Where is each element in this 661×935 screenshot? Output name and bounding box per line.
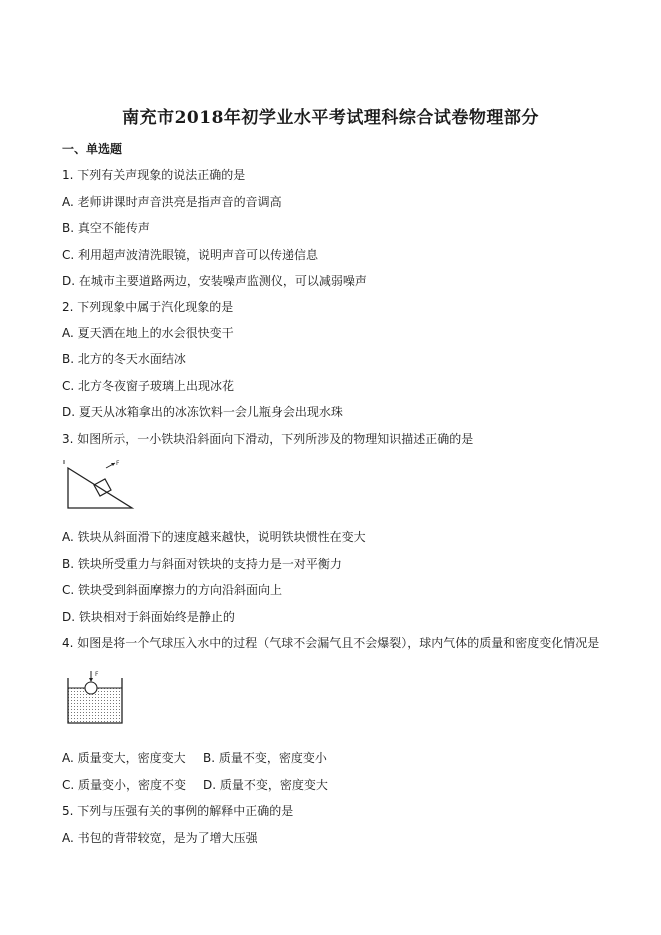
q3-option-a: A. 铁块从斜面滑下的速度越来越快，说明铁块惯性在变大	[62, 530, 366, 544]
page-title: 南充市2018年初学业水平考试理科综合试卷物理部分	[122, 108, 539, 128]
incline-figure	[60, 458, 140, 512]
q2-option-a: A. 夏天洒在地上的水会很快变干	[62, 326, 234, 340]
q4-option-b: B. 质量不变，密度变小	[203, 751, 327, 765]
q1-option-b: B. 真空不能传声	[62, 221, 150, 235]
q4-option-d: D. 质量不变，密度变大	[203, 778, 328, 792]
incline-force-label: F	[116, 460, 120, 467]
q1-stem: 1. 下列有关声现象的说法正确的是	[62, 168, 246, 182]
section-heading: 一、单选题	[62, 142, 123, 156]
q5-option-a: A. 书包的背带较宽，是为了增大压强	[62, 831, 258, 845]
q2-option-d: D. 夏天从冰箱拿出的冰冻饮料一会儿瓶身会出现水珠	[62, 405, 343, 419]
q4-options-row-2	[62, 776, 328, 793]
q4-option-a: A. 质量变大，密度变大	[62, 751, 186, 765]
q1-option-c: C. 利用超声波清洗眼镜，说明声音可以传递信息	[62, 248, 319, 262]
q4-options-row-1	[62, 749, 327, 766]
q1-option-d: D. 在城市主要道路两边，安装噪声监测仪，可以减弱噪声	[62, 274, 367, 288]
q4-option-c: C. 质量变小，密度不变	[62, 778, 187, 792]
q3-option-b: B. 铁块所受重力与斜面对铁块的支持力是一对平衡力	[62, 557, 342, 571]
q2-option-c: C. 北方冬夜窗子玻璃上出现冰花	[62, 379, 235, 393]
q2-stem: 2. 下列现象中属于汽化现象的是	[62, 300, 234, 314]
q3-option-c: C. 铁块受到斜面摩擦力的方向沿斜面向上	[62, 583, 283, 597]
balloon-figure	[64, 666, 126, 726]
balloon-force-label: F	[95, 671, 99, 678]
q3-option-d: D. 铁块相对于斜面始终是静止的	[62, 610, 235, 624]
q5-stem: 5. 下列与压强有关的事例的解释中正确的是	[62, 804, 294, 818]
q4-stem: 4. 如图是将一个气球压入水中的过程（气球不会漏气且不会爆裂），球内气体的质量和密度变化情况是	[62, 636, 600, 650]
q3-stem: 3. 如图所示，一小铁块沿斜面向下滑动，下列所涉及的物理知识描述正确的是	[62, 432, 474, 446]
q1-option-a: A. 老师讲课时声音洪亮是指声音的音调高	[62, 195, 282, 209]
q2-option-b: B. 北方的冬天水面结冰	[62, 352, 186, 366]
